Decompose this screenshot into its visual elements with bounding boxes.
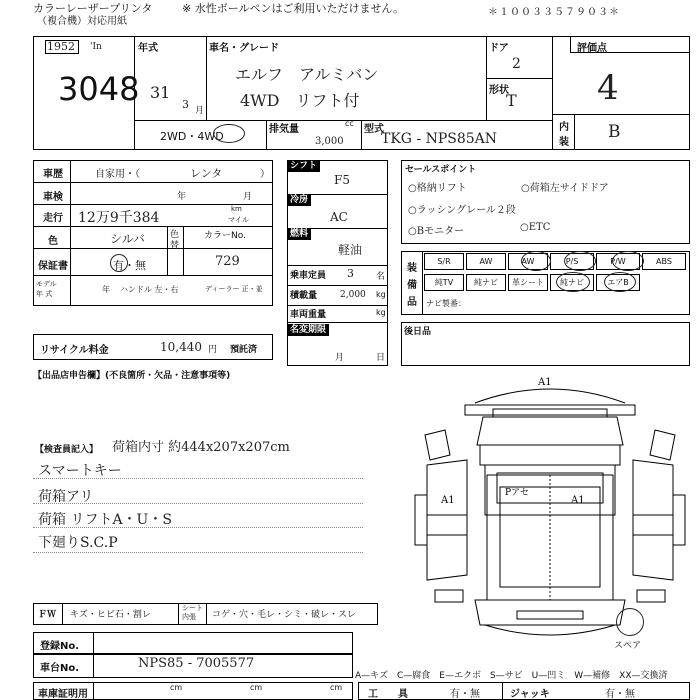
recycle-deposit: 預託済	[230, 345, 258, 355]
model-year-label-1: モデル	[36, 280, 57, 288]
interior-label-2: 装	[559, 137, 569, 148]
history-label: 車歴	[43, 169, 63, 180]
model-year-label-2: 年 式	[36, 290, 53, 298]
name-change-month: 月	[335, 353, 345, 363]
diagram-mark-pase: Pアセ	[505, 488, 529, 498]
history-options: 自家用・（	[95, 169, 140, 180]
inspection-year: 年	[177, 192, 187, 202]
recycle-label: リサイクル料金	[40, 345, 109, 356]
diagram-mark-a1-left: A1	[441, 495, 455, 506]
sales-point-4: ○Bモニター	[408, 226, 465, 237]
capacity-value: 3	[347, 267, 354, 280]
later-items-label: 後日品	[404, 327, 432, 337]
history-close: ）	[260, 169, 270, 180]
lot-code: 1952	[47, 40, 75, 53]
equip-circle-abs	[612, 251, 644, 271]
equipment-label-1: 装	[407, 263, 417, 274]
sales-point-3: ○ラッシングレール２段	[408, 205, 516, 216]
spare-label: スペア	[614, 641, 642, 651]
equip-ps: P/S	[550, 253, 594, 270]
seat-label-1: シート	[182, 604, 203, 612]
equip-circle-navi	[556, 272, 590, 292]
load-label: 積載量	[290, 291, 318, 301]
displacement-label: 排気量	[269, 124, 299, 135]
history-value: レンタ	[190, 167, 223, 180]
drive-options: 2WD・4WD	[160, 130, 224, 143]
doors-label: ドア	[489, 43, 509, 54]
equip-sr: S/R	[424, 253, 464, 270]
equip-navi-2: 純ナビ	[550, 274, 594, 291]
car-damage-diagram	[405, 375, 695, 650]
year-month-unit: 月	[195, 106, 205, 116]
warranty-label: 保証書	[38, 261, 68, 272]
model-year-dealer: ディーラー 正・並	[205, 285, 263, 293]
tools-label: 工 具	[368, 689, 408, 700]
equip-circle-ps	[521, 251, 551, 271]
year-month-value: 3	[182, 98, 189, 111]
sales-points-label: セールスポイント	[405, 165, 477, 175]
fw-items: キズ・ヒビ石・割レ	[70, 610, 151, 620]
warranty-options: 有・無	[113, 259, 146, 272]
note-line-3: 荷箱アリ	[38, 489, 94, 505]
shape-value: T	[506, 91, 517, 110]
model-type-label: 型式	[364, 124, 384, 135]
equip-aw-2: AW	[508, 253, 548, 270]
equipment-label-3: 品	[407, 297, 417, 308]
year-label: 年式	[138, 43, 158, 54]
jack-options: 有・無	[605, 689, 635, 700]
chassis-value: NPS85 - 7005577	[138, 656, 255, 671]
color-no-label: カラーNo.	[204, 231, 246, 241]
drive-circle-mark	[213, 124, 245, 143]
equip-navi: 純ナビ	[466, 274, 506, 291]
model-year-handle: ハンドル 左・右	[120, 285, 179, 294]
equip-airbag: エアB	[596, 274, 640, 291]
equip-pw: P/W	[596, 253, 640, 270]
color-value: シルバ	[110, 232, 145, 246]
mileage-unit-mile: マイル	[228, 216, 249, 224]
color-change-label-2: 替	[170, 241, 180, 251]
equip-aw-1: AW	[466, 253, 506, 270]
inspection-month: 月	[243, 192, 253, 202]
equip-leather: 革シート	[508, 274, 548, 291]
shift-label: シフト	[287, 160, 320, 172]
color-change-label-1: 色	[170, 230, 180, 240]
later-items-block	[401, 322, 690, 366]
equip-abs: ABS	[642, 253, 686, 270]
recycle-unit: 円	[208, 345, 218, 355]
warranty-circle-mark	[110, 254, 128, 272]
equip-circle-airbag	[604, 272, 636, 292]
model-name-line2: 4WD リフト付	[240, 91, 360, 110]
tools-options: 有・無	[450, 689, 480, 700]
color-label: 色	[48, 236, 58, 247]
year-value: 31	[150, 83, 171, 102]
interior-value: B	[608, 122, 621, 142]
seller-notes-label: 【出品店申告欄】(不良箇所・欠品・注意事項等)	[33, 371, 231, 381]
model-year-year: 年	[102, 285, 110, 294]
name-change-day: 日	[376, 353, 386, 363]
score-value: 4	[597, 68, 619, 108]
note-line-5: 下廻りS.C.P	[38, 535, 118, 551]
load-unit: kg	[376, 290, 386, 299]
mileage-value: 12万9千384	[78, 210, 160, 226]
chassis-label: 車台No.	[40, 663, 80, 674]
capacity-label: 乗車定員	[290, 271, 327, 281]
color-no-value: 729	[215, 254, 240, 269]
garage-cert-label: 車庫証明用	[38, 689, 88, 700]
seat-items: コゲ・穴・毛レ・シミ・破レ・スレ	[212, 610, 357, 620]
name-change-label: 名変期限	[287, 324, 329, 336]
doors-value: 2	[512, 56, 521, 72]
registration-row	[33, 632, 353, 654]
ac-label: 冷房	[287, 194, 311, 206]
note-line-4: 荷箱 リフトA・U・S	[38, 512, 172, 528]
model-type-value: TKG - NPS85AN	[381, 131, 498, 147]
sales-point-5: ○ETC	[520, 222, 551, 233]
fuel-value: 軽油	[338, 243, 363, 257]
garage-cert-cm-2: cm	[250, 683, 263, 692]
ac-value: AC	[330, 210, 348, 224]
equip-tv: 純TV	[424, 274, 464, 291]
lot-code-suffix: 'In	[90, 42, 102, 52]
registration-label: 登録No.	[40, 641, 80, 652]
seat-label-2: 内張	[182, 613, 196, 621]
note-line-1: 荷箱内寸 約444x207x207cm	[112, 440, 290, 455]
printer-sublabel: （複合機）対応用紙	[37, 16, 127, 27]
model-name-label: 車名・グレード	[209, 43, 279, 54]
shape-label: 形状	[489, 85, 509, 96]
equip-navi-serial: ナビ製番：	[426, 299, 466, 308]
shift-value: F5	[334, 173, 350, 187]
equipment-label-2: 備	[407, 280, 417, 291]
weight-unit: kg	[376, 308, 386, 317]
garage-cert-cm-1: cm	[170, 683, 183, 692]
equip-circle-pw	[564, 251, 596, 271]
model-name-line1: エルフ アルミバン	[235, 65, 379, 84]
spare-tire-circle	[616, 608, 644, 636]
interior-label-1: 内	[559, 122, 569, 133]
displacement-unit: cc	[345, 119, 354, 128]
inspection-label: 車検	[43, 192, 63, 203]
displacement-value: 3,000	[315, 136, 344, 147]
notice-text: ※ 水性ボールペンはご利用いただけません。	[182, 2, 405, 15]
fuel-label: 燃料	[287, 228, 311, 240]
capacity-unit: 名	[376, 272, 386, 282]
weight-label: 車両重量	[290, 310, 327, 320]
garage-cert-cm-3: cm	[330, 683, 343, 692]
sales-point-2: ○荷箱左サイドドア	[521, 183, 609, 194]
jack-label: ジャッキ	[510, 689, 550, 700]
printer-label: カラーレーザープリンタ	[33, 2, 153, 15]
diagram-mark-a1-right: A1	[571, 495, 585, 506]
barcode-number: ＊１００３３５７９０３＊	[488, 7, 620, 18]
inspector-notes-label: 【検査員記入】	[35, 445, 99, 455]
load-value: 2,000	[340, 290, 366, 300]
note-line-2: スマートキー	[38, 463, 122, 479]
sales-point-1: ○格納リフト	[408, 183, 467, 194]
fw-label: ＦＷ	[38, 610, 57, 620]
mileage-label: 走行	[43, 213, 63, 224]
damage-legend: A—キズ C—腐食 E—エクボ S—サビ U—凹ミ W—補修 XX—交換済	[355, 671, 668, 681]
diagram-mark-a1-roof: A1	[538, 377, 552, 388]
score-label: 評価点	[577, 43, 607, 54]
lot-number: 3048	[58, 70, 140, 108]
mileage-unit-km: km	[231, 205, 242, 213]
recycle-value: 10,440	[160, 340, 202, 354]
